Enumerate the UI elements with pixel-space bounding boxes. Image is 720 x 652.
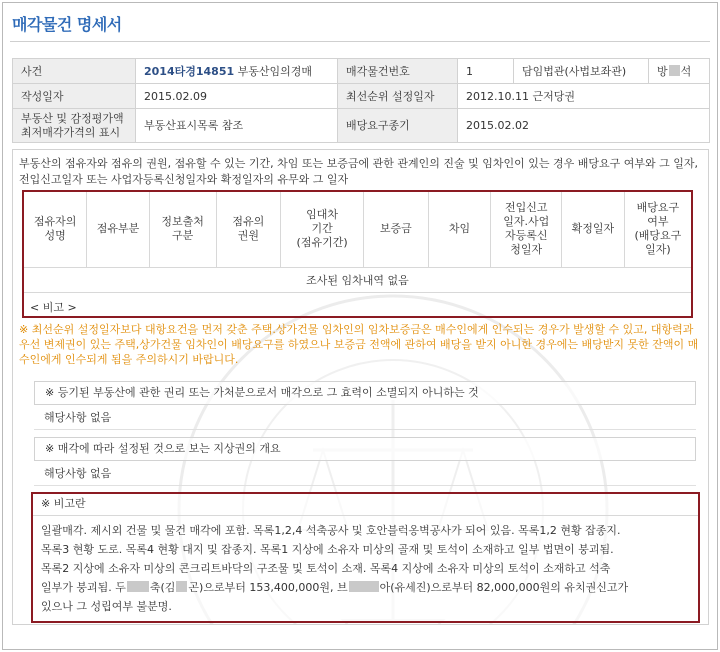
property-label xyxy=(13,109,136,143)
title-divider xyxy=(10,41,710,42)
surface-rights-title: ※ 매각에 따라 설정된 것으로 보는 지상권의 개요 xyxy=(34,437,696,461)
redacted-mask xyxy=(669,65,680,76)
remarks-body xyxy=(33,516,698,616)
no-lease-text: 조사된 임차내역 없음 xyxy=(24,267,691,292)
remarks-label: < 비고 > xyxy=(30,300,77,314)
remarks-line: 목록3 현황 도로. 목록4 현황 대지 및 잡종지. 목록1 지상에 소유자 미상의 골재 및 토석이 소재하고 일부 법면이 붕괴됨. xyxy=(41,543,614,556)
document-frame xyxy=(2,2,718,650)
occupancy-table xyxy=(24,192,691,293)
page-title: 매각물건 명세서 xyxy=(12,15,122,34)
property-label-line2: 최저매각가격의 표시 xyxy=(21,125,121,139)
surface-rights-value: 해당사항 없음 xyxy=(34,462,696,486)
col-deposit: 보증금 xyxy=(364,192,429,267)
judge-name-last: 석 xyxy=(680,65,692,78)
unextinguished-rights-value: 해당사항 없음 xyxy=(34,406,696,430)
written-date-label: 작성일자 xyxy=(13,84,136,109)
col-occupancy-title: 점유의 권원 xyxy=(216,192,281,267)
remarks-title: ※ 비고란 xyxy=(33,494,698,516)
redacted-mask xyxy=(127,581,149,592)
table-row xyxy=(24,267,691,292)
property-value: 부동산표시목록 참조 xyxy=(136,109,338,143)
occupancy-section xyxy=(12,149,709,625)
redacted-mask xyxy=(349,581,379,592)
written-date-value: 2015.02.09 xyxy=(136,84,338,109)
col-fixed-date: 확정일자 xyxy=(562,192,625,267)
priority-date-label: 최선순위 설정일자 xyxy=(338,84,458,109)
col-dividend-request: 배당요구 여부 (배당요구 일자) xyxy=(624,192,691,267)
case-label: 사건 xyxy=(13,59,136,84)
col-move-in-date: 전입신고 일자.사업 자등록신 청일자 xyxy=(491,192,562,267)
occupancy-intro: 부동산의 점유자와 점유의 권원, 점유할 수 있는 기간, 차임 또는 보증금에 관한 관계인의 진술 및 임차인이 있는 경우 배당요구 여부와 그 일자, 전입신고일자 또는 사업자등록신청일자와 확정일자의 유무와 그 일자 xyxy=(19,157,698,186)
item-number-value: 1 xyxy=(458,59,514,84)
col-occupied-part: 점유부분 xyxy=(87,192,150,267)
case-type: 부동산임의경매 xyxy=(237,65,313,78)
case-value xyxy=(136,59,338,84)
case-info-table xyxy=(12,58,710,143)
remarks-highlight xyxy=(31,492,700,623)
property-label-line1: 부동산 및 감정평가액 xyxy=(21,111,124,125)
dividend-deadline-value: 2015.02.02 xyxy=(458,109,710,143)
dividend-deadline-label: 배당요구종기 xyxy=(338,109,458,143)
col-info-source: 정보출처 구분 xyxy=(149,192,216,267)
remarks-line: 일부가 붕괴됨. 두 축(김 곤)으로부터 153,400,000원, 브 아(유세진)으로부터 82,000,000원의 유치권신고가 xyxy=(41,581,629,594)
judge-value xyxy=(649,59,710,84)
remarks-line: 있으나 그 성립여부 불분명. xyxy=(41,600,172,613)
judge-name-first: 방 xyxy=(657,65,668,78)
remarks-line: 목록2 지상에 소유자 미상의 콘크리트바닥의 구조물 및 토석이 소재. 목록4 지상에 소유자 미상의 토석이 소재하고 석축 xyxy=(41,562,611,575)
item-number-label: 매각물건번호 xyxy=(338,59,458,84)
col-rent: 차임 xyxy=(428,192,491,267)
unextinguished-rights-title: ※ 등기된 부동산에 관한 권리 또는 가처분으로서 매각으로 그 효력이 소멸되지 아니하는 것 xyxy=(34,381,696,405)
occupancy-header-row xyxy=(24,192,691,267)
occupancy-table-highlight xyxy=(22,190,693,318)
priority-date-value: 2012.10.11 근저당권 xyxy=(458,84,710,109)
judge-label: 담임법관(사법보좌관) xyxy=(514,59,649,84)
redacted-mask xyxy=(176,581,187,592)
col-occupant-name: 점유자의 성명 xyxy=(24,192,87,267)
case-number: 2014타경14851 xyxy=(144,65,235,78)
warning-notice: ※ 최선순위 설정일자보다 대항요건을 먼저 갖춘 주택.상가건물 임차인의 임차보증금은 매수인에게 인수되는 경우가 발생할 수 있고, 대항력과 우선 변제권이 있는 주택,상가건물 임차인이 배당요구를 하였으나 보증금 전액에 관하여 배당을 받지 아니한 경우에는 배당받지 못한 잔액이 매수인에게 인수되게 됨을 주의하시기 바랍니다. xyxy=(19,323,699,366)
col-lease-period: 임대차 기간 (점유기간) xyxy=(281,192,364,267)
remarks-line: 일괄매각. 제시외 건물 및 물건 매각에 포함. 목록1,2,4 석축공사 및 호안블럭옹벽공사가 되어 있음. 목록1,2 현황 잡종지. xyxy=(41,524,621,537)
